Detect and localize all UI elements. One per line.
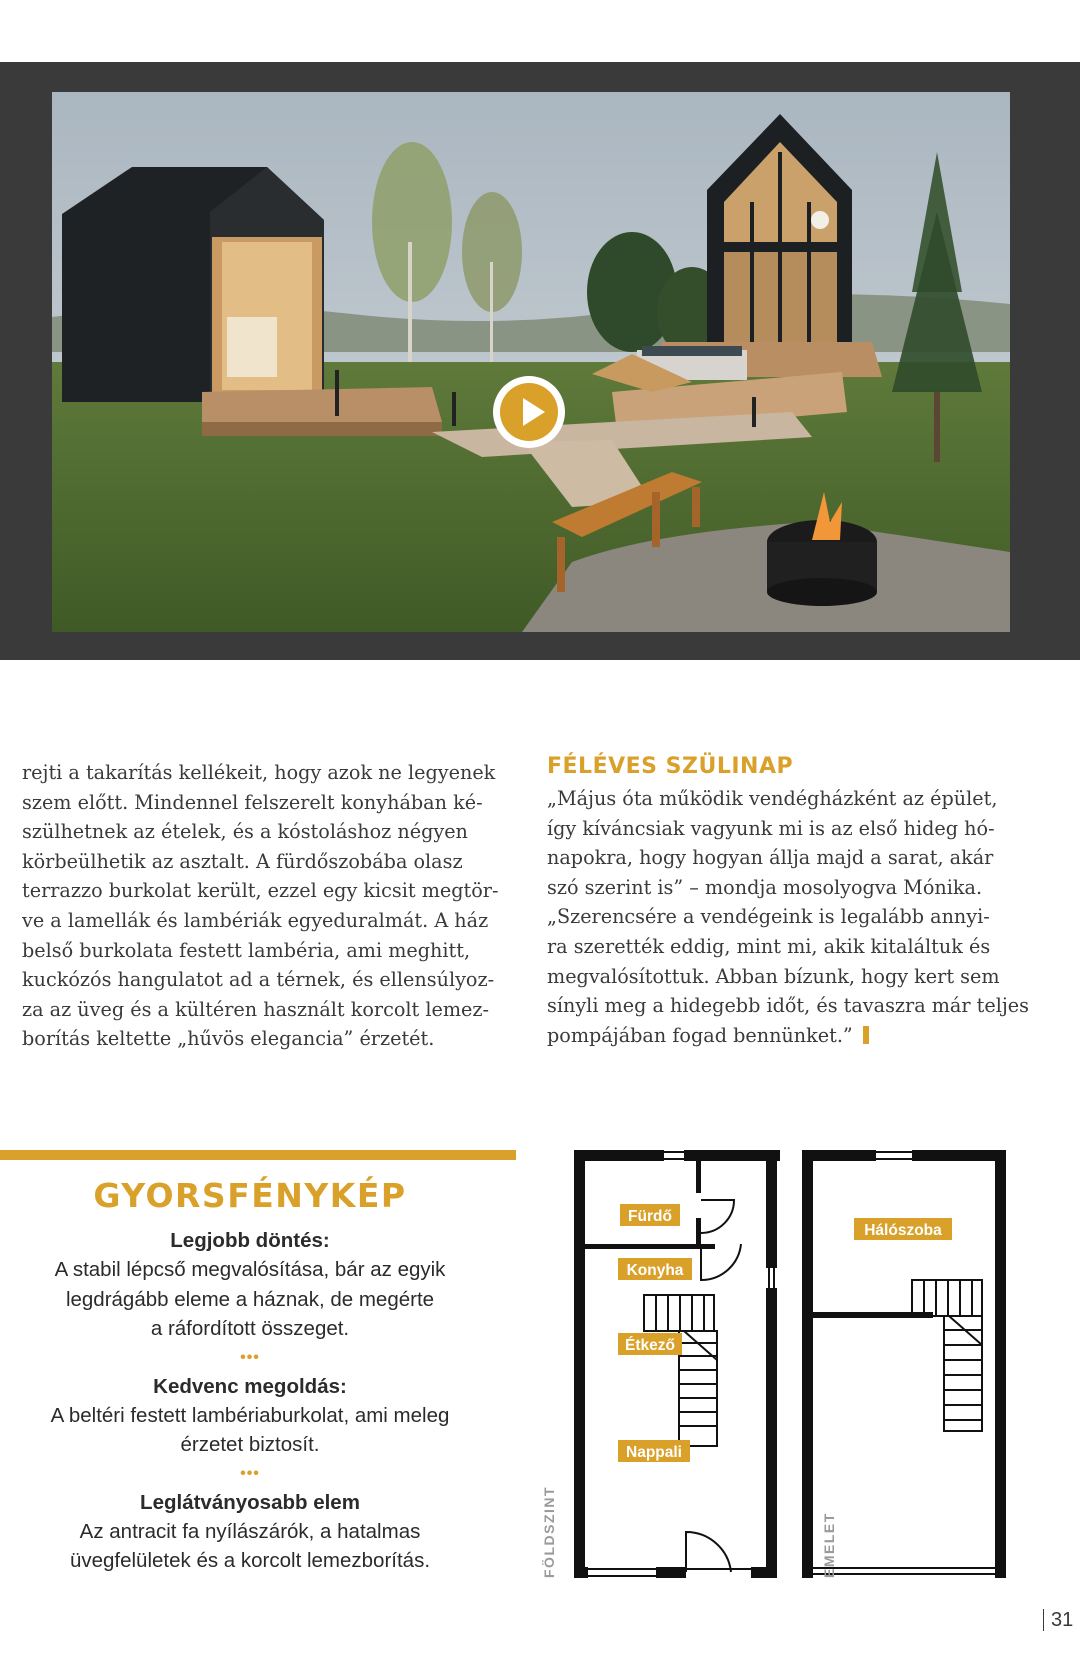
text-line-last: pompájában fogad bennünket.”: [547, 1023, 853, 1047]
article-right-column: [547, 754, 1052, 1050]
item-text: A stabil lépcső megvalósítása, bár az egyik: [54, 1258, 446, 1281]
text-line: körbeülhetik az asztalt. A fürdőszobába olasz: [22, 849, 463, 873]
text-line: rejti a takarítás kellékeit, hogy azok ne legyenek: [22, 761, 496, 784]
upper-floor-label: EMELET: [821, 1512, 837, 1578]
item-heading: Kedvenc megoldás:: [153, 1374, 347, 1398]
item-heading: Leglátványosabb elem: [140, 1490, 360, 1514]
text-line: belső burkolata festett lambéria, ami meghitt,: [22, 938, 471, 962]
text-line: ve a lamellák és lambériák egyeduralmát. A ház: [22, 908, 489, 932]
text-line: napokra, hogy hogyan állja majd a sarat, akár: [547, 846, 994, 870]
text-line: így kíváncsiak vagyunk mi is az első hideg hó-: [547, 816, 995, 840]
end-mark: [863, 1026, 869, 1044]
text-line: ra szerették eddig, mint mi, akik kitaláltuk és: [547, 934, 991, 958]
separator-dots: •••: [240, 1464, 260, 1482]
ground-floor-label: FÖLDSZINT: [541, 1485, 557, 1578]
section-title: FÉLÉVES SZÜLINAP: [547, 754, 794, 779]
item-text: Az antracit fa nyílászárók, a hatalmas: [79, 1519, 421, 1543]
separator-dots: •••: [240, 1348, 260, 1366]
play-circle: [500, 383, 558, 441]
ground-floor-details: [588, 1152, 774, 1576]
play-button[interactable]: [493, 376, 565, 448]
sidebar-rule: [0, 1150, 516, 1160]
floor-plan-drawing: [534, 1140, 1064, 1590]
quick-snapshot-box: [0, 1176, 500, 1576]
room-label-bathroom: Fürdő: [628, 1208, 672, 1225]
text-line: kuckózós hangulatot ad a térnek, és ellensúlyoz-: [22, 968, 495, 992]
text-line: sínyli meg a hidegebb időt, és tavaszra már teljes: [547, 994, 1029, 1018]
text-line: „Május óta működik vendégházként az épület,: [547, 787, 998, 810]
photo-frame: [0, 62, 1080, 660]
room-label-kitchen: Konyha: [626, 1262, 684, 1279]
room-label-dining: Étkező: [625, 1337, 675, 1354]
floor-plans: [534, 1140, 1064, 1590]
text-line: [547, 1021, 1052, 1051]
text-line: szem előtt. Mindennel felszerelt konyhában ké-: [22, 790, 483, 814]
item-text: A beltéri festett lambériaburkolat, ami meleg: [50, 1403, 450, 1427]
text-line: megvalósítottuk. Abban bízunk, hogy kert sem: [547, 964, 1000, 988]
text-line: szó szerint is” – mondja mosolyogva Mónika.: [547, 875, 983, 899]
sidebar-title: GYORSFÉNYKÉP: [93, 1176, 407, 1215]
play-icon: [523, 398, 545, 426]
item-text: érzetet biztosít.: [180, 1433, 320, 1456]
page-number: 31: [1043, 1609, 1073, 1631]
item-text: a ráfordított összeget.: [150, 1317, 350, 1340]
room-label-bedroom: Hálószoba: [864, 1222, 942, 1239]
article-left-column: [22, 758, 512, 1054]
text-line: szülhetnek az ételek, és a kóstoláshoz négyen: [22, 820, 468, 844]
text-line: za az üveg és a kültéren használt korcolt lemez-: [22, 997, 489, 1021]
room-label-living: Nappali: [626, 1444, 682, 1461]
video-thumbnail[interactable]: [52, 92, 1010, 632]
item-heading: Legjobb döntés:: [170, 1229, 330, 1252]
item-text: üvegfelületek és a korcolt lemezborítás.: [69, 1549, 431, 1572]
text-line: „Szerencsére a vendégeink is legalább annyi-: [547, 905, 990, 929]
text-line: borítás keltette „hűvös elegancia” érzetét.: [22, 1027, 435, 1051]
room-labels: [618, 1204, 952, 1462]
upper-floor-details: [813, 1152, 995, 1574]
garden-cabin-illustration: [52, 92, 1010, 632]
item-text: legdrágább eleme a háznak, de megérte: [65, 1287, 435, 1311]
text-line: terrazzo burkolat került, ezzel egy kicsit megtör-: [22, 879, 499, 903]
